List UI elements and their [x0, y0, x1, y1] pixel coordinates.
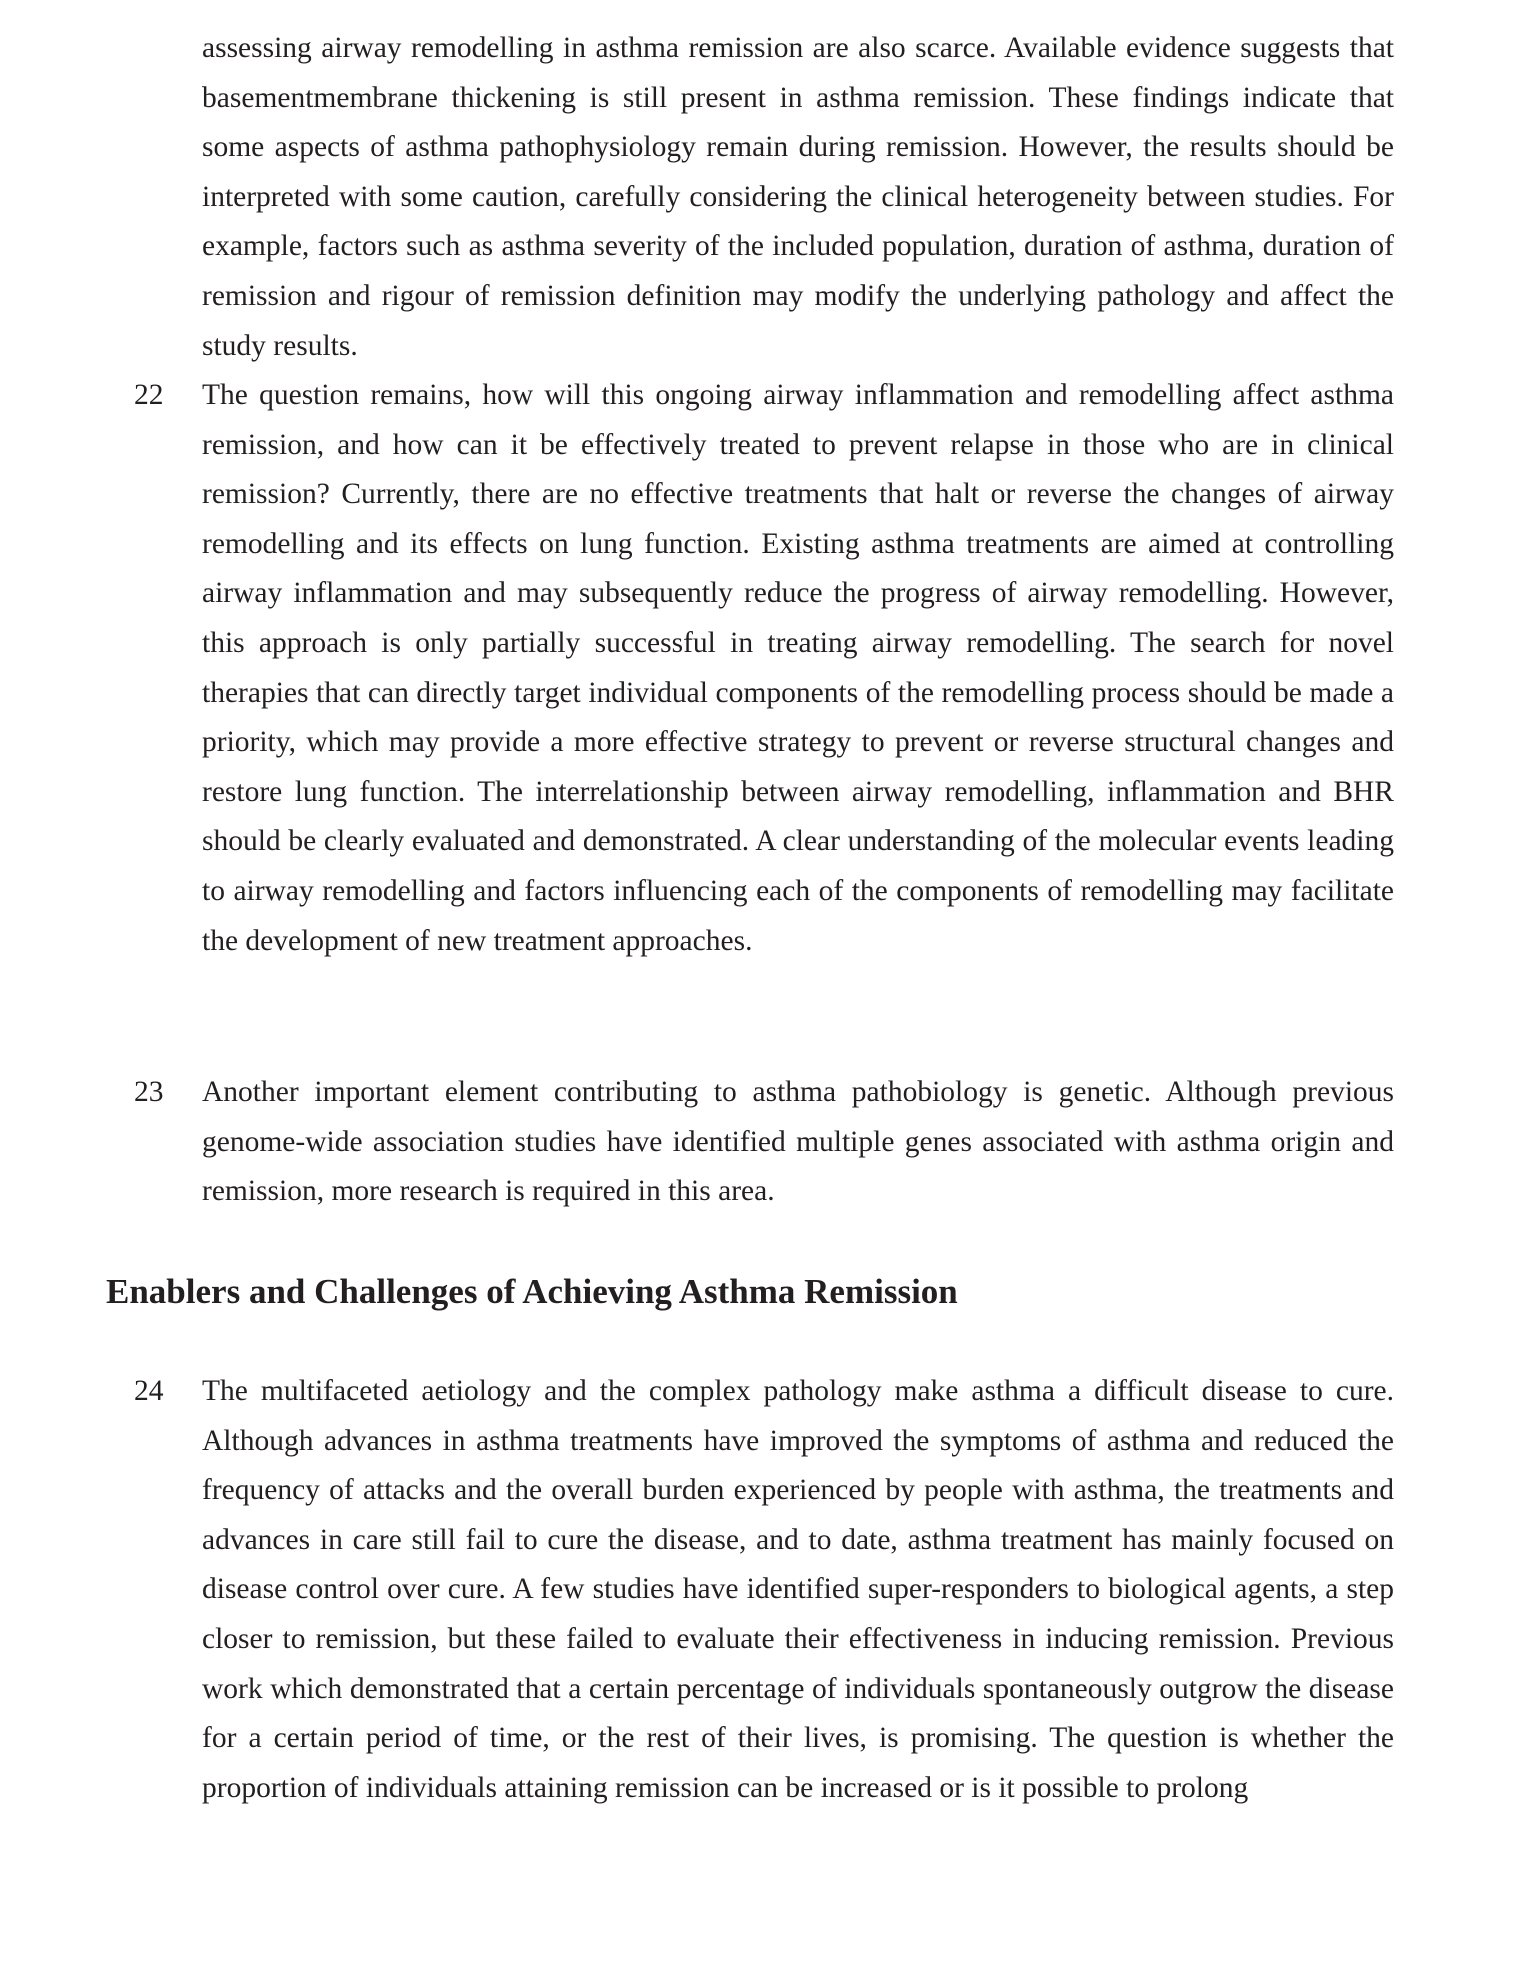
paragraph-number-23: 23 [134, 1076, 164, 1108]
section-heading: Enablers and Challenges of Achieving Asthma Remission [106, 1272, 958, 1311]
paragraph-number-24: 24 [134, 1375, 164, 1407]
paragraph-23: Another important element contributing to asthma pathobiology is genetic. Although previous genome-wide association studies have identified multiple genes associated with asthma origin and remission, more research is required in this area. [202, 1076, 1394, 1208]
paragraph-continued: assessing airway remodelling in asthma remission are also scarce. Available evidence suggests that basementmembrane thickening is still present in asthma remission. These findings indicate that some aspects of asthma pathophysiology remain during remission. However, the results should be interpreted with some caution, carefully considering the clinical heterogeneity between studies. For example, factors such as asthma severity of the included population, duration of asthma, duration of remission and rigour of remission definition may modify the underlying pathology and affect the study results. [202, 32, 1394, 362]
paragraph-22: The question remains, how will this ongoing airway inflammation and remodelling affect asthma remission, and how can it be effectively treated to prevent relapse in those who are in clinical remission? Currently, there are no effective treatments that halt or reverse the changes of airway remodelling and its effects on lung function. Existing asthma treatments are aimed at controlling airway inflammation and may subsequently reduce the progress of airway remodelling. However, this approach is only partially successful in treating airway remodelling. The search for novel therapies that can directly target individual components of the remodelling process should be made a priority, which may provide a more effective strategy to prevent or reverse structural changes and restore lung function. The interrelationship between airway remodelling, inflammation and BHR should be clearly evaluated and demonstrated. A clear understanding of the molecular events leading to airway remodelling and factors influencing each of the components of remodelling may facilitate the development of new treatment approaches. [202, 379, 1394, 957]
paragraph-number-22: 22 [134, 379, 164, 411]
paragraph-24: The multifaceted aetiology and the complex pathology make asthma a difficult disease to cure. Although advances in asthma treatments have improved the symptoms of asthma and reduced the frequency of attacks and the overall burden experienced by people with asthma, the treatments and advances in care still fail to cure the disease, and to date, asthma treatment has mainly focused on disease control over cure. A few studies have identified super-responders to biological agents, a step closer to remission, but these failed to evaluate their effectiveness in inducing remission. Previous work which demonstrated that a certain percentage of individuals spontaneously outgrow the disease for a certain period of time, or the rest of their lives, is promising. The question is whether the proportion of individuals attaining remission can be increased or is it possible to prolong [202, 1375, 1394, 1804]
